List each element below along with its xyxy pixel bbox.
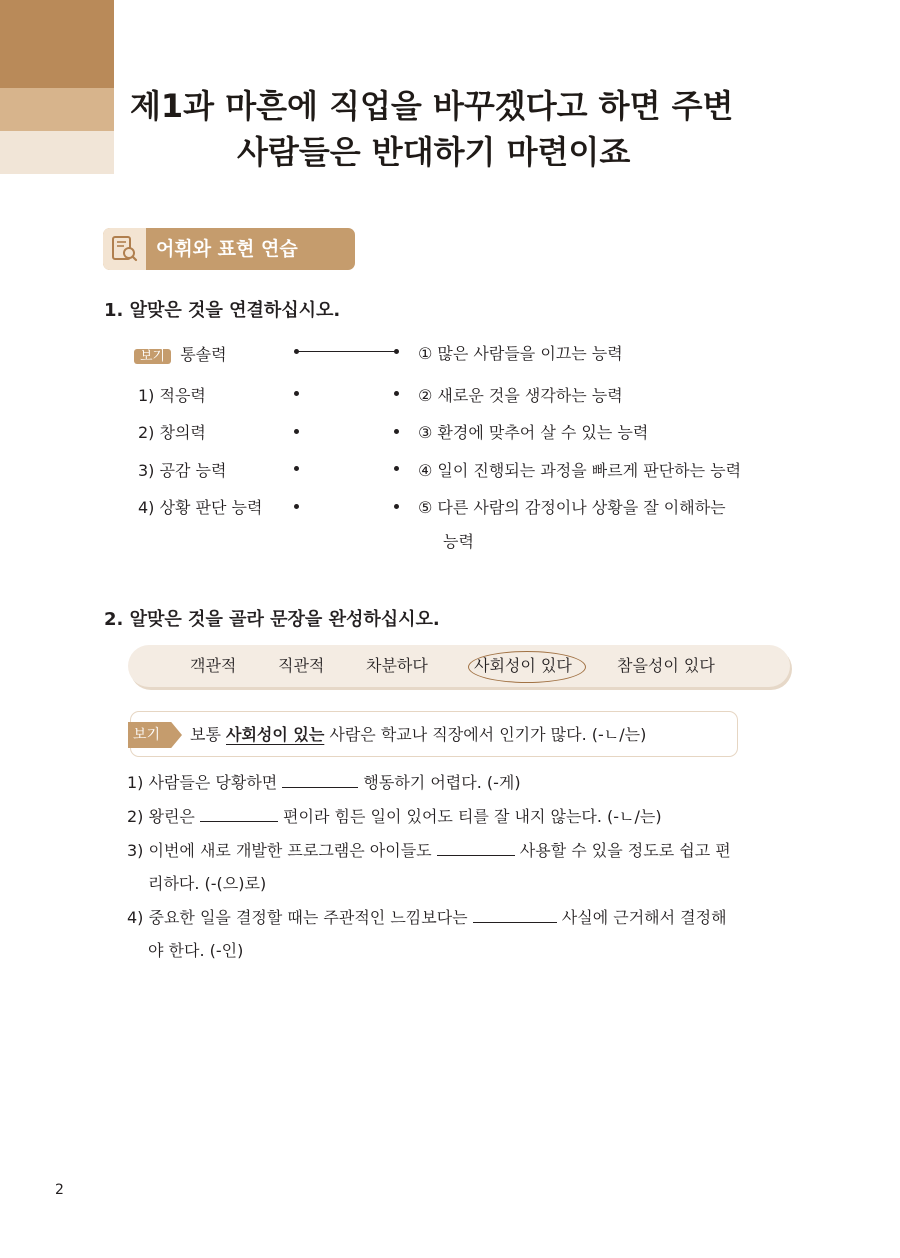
right-item-4: ④ 일이 진행되는 과정을 빠르게 판단하는 능력 bbox=[418, 461, 742, 480]
page-number: 2 bbox=[55, 1182, 64, 1198]
corner-block-dark bbox=[0, 0, 114, 88]
sentence-3: 3) 이번에 새로 개발한 프로그램은 아이들도 사용할 수 있을 정도로 쉽고 편 bbox=[127, 841, 731, 860]
left-dot-2[interactable] bbox=[294, 429, 299, 434]
example-answer: 사회성이 있는 bbox=[226, 725, 325, 744]
word-option-2[interactable]: 직관적 bbox=[278, 656, 325, 675]
right-item-2: ② 새로운 것을 생각하는 능력 bbox=[418, 386, 623, 405]
corner-block-mid bbox=[0, 88, 114, 131]
left-dot-3[interactable] bbox=[294, 466, 299, 471]
page-title-line2: 사람들은 반대하기 마련이죠 bbox=[237, 133, 631, 171]
blank-3[interactable] bbox=[437, 841, 515, 856]
section-label: 어휘와 표현 연습 bbox=[156, 238, 298, 260]
left-item-4: 4) 상황 판단 능력 bbox=[138, 498, 263, 517]
right-dot-5[interactable] bbox=[394, 504, 399, 509]
right-item-3: ③ 환경에 맞추어 살 수 있는 능력 bbox=[418, 423, 649, 442]
word-option-3[interactable]: 차분하다 bbox=[366, 656, 428, 675]
left-dot-1[interactable] bbox=[294, 391, 299, 396]
blank-2[interactable] bbox=[200, 807, 278, 822]
example-left-label: 통솔력 bbox=[180, 345, 227, 364]
right-dot-4[interactable] bbox=[394, 466, 399, 471]
corner-block-light bbox=[0, 131, 114, 174]
example-connector-line bbox=[297, 351, 396, 352]
example-tag: 보기 bbox=[134, 349, 171, 364]
sentence-2: 2) 왕린은 편이라 힘든 일이 있어도 티를 잘 내지 않는다. (-ㄴ/는) bbox=[127, 807, 662, 826]
sentence-1: 1) 사람들은 당황하면 행동하기 어렵다. (-게) bbox=[127, 773, 521, 792]
left-dot-4[interactable] bbox=[294, 504, 299, 509]
right-item-1: ① 많은 사람들을 이끄는 능력 bbox=[418, 344, 623, 363]
q1-example-row bbox=[134, 342, 227, 367]
right-item-5: ⑤ 다른 사람의 감정이나 상황을 잘 이해하는 bbox=[418, 498, 726, 517]
q1-title: 1. 알맞은 것을 연결하십시오. bbox=[104, 300, 341, 321]
word-option-4[interactable]: 사회성이 있다 bbox=[474, 656, 572, 675]
example-dot-right bbox=[394, 349, 399, 354]
left-item-1: 1) 적응력 bbox=[138, 386, 206, 405]
blank-1[interactable] bbox=[282, 773, 358, 788]
q2-title: 2. 알맞은 것을 골라 문장을 완성하십시오. bbox=[104, 609, 440, 630]
sentence-4: 4) 중요한 일을 결정할 때는 주관적인 느낌보다는 사실에 근거해서 결정해 bbox=[127, 908, 727, 927]
section-badge bbox=[103, 228, 355, 270]
example-tag-label: 보기 bbox=[133, 727, 161, 743]
word-option-5[interactable]: 참을성이 있다 bbox=[617, 656, 715, 675]
left-item-3: 3) 공감 능력 bbox=[138, 461, 227, 480]
sentence-4-cont: 야 한다. (-인) bbox=[148, 941, 244, 960]
sentence-3-cont: 리하다. (-(으)로) bbox=[148, 874, 267, 893]
blank-4[interactable] bbox=[473, 908, 557, 923]
right-dot-2[interactable] bbox=[394, 391, 399, 396]
page-title-line1: 제1과 마흔에 직업을 바꾸겠다고 하면 주변 bbox=[130, 87, 734, 125]
example-sentence-post: 사람은 학교나 직장에서 인기가 많다. (-ㄴ/는) bbox=[324, 725, 647, 744]
right-item-5-cont: 능력 bbox=[443, 532, 474, 551]
word-bank bbox=[128, 645, 790, 687]
word-option-1[interactable]: 객관적 bbox=[190, 656, 237, 675]
right-dot-3[interactable] bbox=[394, 429, 399, 434]
example-sentence-pre: 보통 bbox=[190, 725, 226, 744]
left-item-2: 2) 창의력 bbox=[138, 423, 206, 442]
book-search-icon bbox=[103, 228, 146, 270]
example-sentence bbox=[190, 722, 646, 748]
